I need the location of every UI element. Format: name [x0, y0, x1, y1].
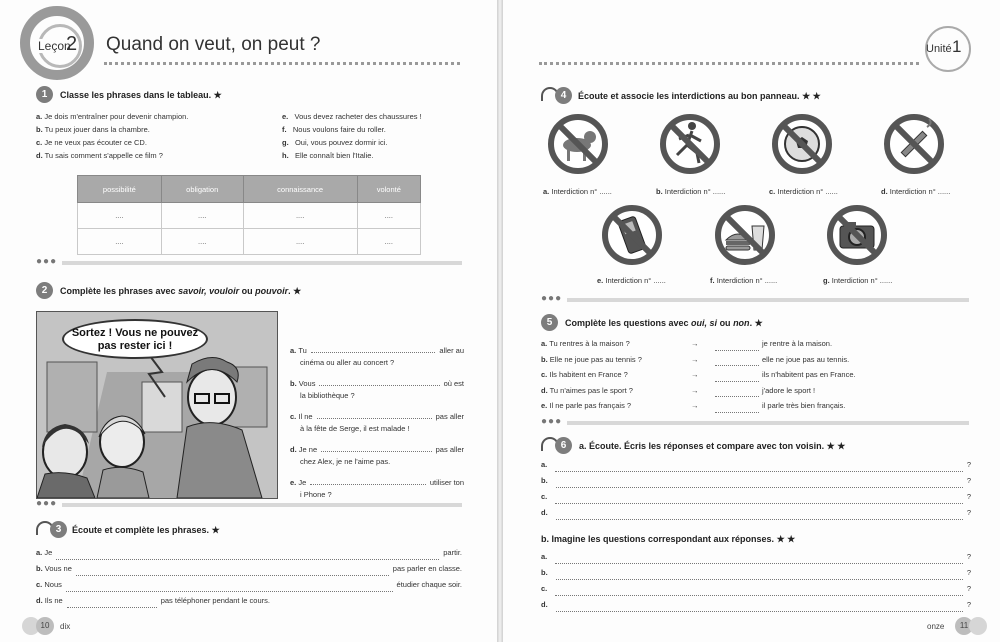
exercise-5-title: Complète les questions avec oui, si ou non. ★: [565, 318, 763, 328]
page-word: dix: [60, 622, 71, 631]
list-item: c. ?: [541, 492, 971, 508]
page-word: onze: [927, 622, 945, 631]
table-cell[interactable]: ....: [161, 229, 243, 255]
page-number: 10: [36, 617, 54, 635]
sign-label-g: g. Interdiction n° ......: [823, 276, 893, 285]
table-row: b. Elle ne joue pas au tennis ? → elle ne joue pas au tennis.: [541, 355, 971, 371]
exercise-6a-lines: [541, 460, 971, 524]
arrow-icon: →: [691, 339, 699, 348]
list-item: c. Il ne pas aller à la fête de Serge, il est malade !: [290, 412, 464, 433]
answer-blank[interactable]: [310, 478, 426, 485]
sign-label-d: d. Interdiction n° ......: [881, 187, 951, 196]
separator-dots-icon: ●●●: [36, 256, 58, 267]
list-item: a. ?: [541, 460, 971, 476]
arrow-icon: →: [691, 370, 699, 379]
right-page: [503, 0, 1000, 642]
exercise-3-items: [36, 548, 462, 612]
arrow-icon: →: [691, 385, 699, 395]
separator-dots-icon: ●●●: [541, 416, 563, 427]
no-food-drink-sign-icon[interactable]: [714, 204, 776, 266]
exercise-2-number: 2: [36, 282, 53, 299]
separator-bar: [567, 298, 969, 302]
table-header: connaissance: [243, 176, 357, 203]
answer-line[interactable]: [555, 584, 963, 596]
no-dogs-sign-icon[interactable]: [547, 113, 609, 175]
table-cell[interactable]: ....: [357, 229, 420, 255]
list-item: c. ?: [541, 584, 971, 600]
exercise-3-number: 3: [50, 521, 67, 538]
list-item: e. Je utiliser ton i Phone ?: [290, 478, 464, 499]
exercise-5-number: 5: [541, 314, 558, 331]
exercise-1-right-list: [282, 112, 422, 164]
answer-blank[interactable]: [715, 401, 759, 413]
answer-blank[interactable]: [319, 379, 439, 386]
table-header: possibilité: [78, 176, 162, 203]
answer-blank[interactable]: [311, 346, 436, 353]
answer-blank[interactable]: [715, 339, 759, 351]
answer-line[interactable]: [555, 460, 963, 472]
list-item: f. Nous voulons faire du roller.: [282, 125, 386, 134]
sign-label-c: c. Interdiction n° ......: [769, 187, 838, 196]
speech-bubble: [62, 319, 208, 359]
table-row: c. Ils habitent en France ? → ils n'habitent pas en France.: [541, 370, 971, 386]
sign-label-e: e. Interdiction n° ......: [597, 276, 666, 285]
exercise-1-left-list: [36, 112, 188, 164]
answer-blank[interactable]: [321, 445, 432, 452]
list-item: d. Ils ne pas téléphoner pendant le cours.: [36, 596, 462, 612]
list-item: g. Oui, vous pouvez dormir ici.: [282, 138, 388, 147]
list-item: b. ?: [541, 568, 971, 584]
exercise-6-number: 6: [555, 437, 572, 454]
answer-line[interactable]: [556, 568, 963, 580]
exercise-2-title: Complète les phrases avec savoir, vouloir ou pouvoir. ★: [60, 286, 302, 296]
sign-label-a: a. Interdiction n° ......: [543, 187, 612, 196]
answer-line[interactable]: [556, 508, 963, 520]
exercise-2-items: [290, 346, 464, 511]
list-item: b. Tu peux jouer dans la chambre.: [36, 125, 150, 134]
page-number: 11: [955, 617, 973, 635]
page-title: Quand on veut, on peut ?: [106, 34, 321, 55]
separator-bar: [62, 261, 462, 265]
separator-dots-icon: ●●●: [36, 498, 58, 509]
footer-decor-icon: [969, 617, 987, 635]
answer-blank[interactable]: [76, 564, 389, 576]
answer-blank[interactable]: [317, 412, 432, 419]
table-cell[interactable]: ....: [357, 203, 420, 229]
list-item: d. Je ne pas aller chez Alex, je ne l'aime pas.: [290, 445, 464, 466]
arrow-icon: →: [691, 401, 699, 410]
exercise-4-title: Écoute et associe les interdictions au bon panneau. ★ ★: [578, 91, 821, 101]
list-item: b. ?: [541, 476, 971, 492]
title-dotted-rule: [539, 62, 919, 65]
list-item: d. ?: [541, 600, 971, 616]
list-item: c. Nous étudier chaque soir.: [36, 580, 462, 596]
exercise-5-rows: [541, 339, 971, 417]
exercise-1-title: Classe les phrases dans le tableau. ★: [60, 90, 222, 100]
table-row: e. Il ne parle pas français ? → il parle très bien français.: [541, 401, 971, 417]
answer-blank[interactable]: [715, 355, 759, 367]
table-cell[interactable]: ....: [243, 229, 357, 255]
lesson-word: Leçon: [38, 39, 71, 53]
no-running-sign-icon[interactable]: [659, 113, 721, 175]
list-item: a. Je partir.: [36, 548, 462, 564]
exercise-6a-title: a. Écoute. Écris les réponses et compare avec ton voisin. ★ ★: [579, 441, 846, 451]
table-header: obligation: [161, 176, 243, 203]
classification-table: [77, 175, 421, 255]
no-cameras-sign-icon[interactable]: [826, 204, 888, 266]
answer-blank[interactable]: [715, 370, 759, 382]
answer-line[interactable]: [555, 552, 963, 564]
answer-line[interactable]: [555, 492, 963, 504]
table-cell[interactable]: ....: [161, 203, 243, 229]
table-cell[interactable]: ....: [78, 229, 162, 255]
sign-label-b: b. Interdiction n° ......: [656, 187, 726, 196]
answer-blank[interactable]: [67, 596, 157, 608]
table-row: [78, 229, 421, 255]
left-page: [0, 0, 497, 642]
list-item: b. Vous ne pas parler en classe.: [36, 564, 462, 580]
no-smoking-sign-icon[interactable]: [883, 113, 945, 175]
no-mobile-phones-sign-icon[interactable]: [601, 204, 663, 266]
answer-blank[interactable]: [56, 548, 439, 560]
list-item: e. Vous devez racheter des chaussures !: [282, 112, 422, 121]
table-row: [78, 203, 421, 229]
table-header: volonté: [357, 176, 420, 203]
answer-blank[interactable]: [715, 386, 759, 398]
speech-bubble-line-2: pas rester ici !: [97, 340, 173, 352]
lesson-number: 2: [66, 33, 78, 55]
unit-number: 1: [952, 37, 962, 56]
list-item: h. Elle connaît bien l'Italie.: [282, 151, 374, 160]
list-item: d. ?: [541, 508, 971, 524]
list-item: c. Je ne veux pas écouter ce CD.: [36, 138, 147, 147]
list-item: a. Tu aller au cinéma ou aller au concert ?: [290, 346, 464, 367]
title-dotted-rule: [104, 62, 460, 65]
exercise-6b-lines: [541, 552, 971, 616]
answer-line[interactable]: [556, 476, 963, 488]
speech-bubble-line-1: Sortez ! Vous ne pouvez: [71, 327, 199, 339]
answer-blank[interactable]: [66, 580, 393, 592]
table-cell[interactable]: ....: [243, 203, 357, 229]
exercise-6b-title: b. Imagine les questions correspondant aux réponses. ★ ★: [541, 534, 796, 544]
table-row: d. Tu n'aimes pas le sport ? → j'adore le sport !: [541, 386, 971, 402]
list-item: a. ?: [541, 552, 971, 568]
separator-bar: [567, 421, 969, 425]
exercise-1-number: 1: [36, 86, 53, 103]
table-cell[interactable]: ....: [78, 203, 162, 229]
answer-line[interactable]: [556, 600, 963, 612]
list-item: a. Je dois m'entraîner pour devenir champion.: [36, 112, 189, 121]
exercise-3-title: Écoute et complète les phrases. ★: [72, 525, 220, 535]
exercise-4-number: 4: [555, 87, 572, 104]
separator-bar: [62, 503, 462, 507]
table-row: a. Tu rentres à la maison ? → je rentre à la maison.: [541, 339, 971, 355]
unit-word: Unité: [926, 43, 952, 55]
arrow-icon: →: [691, 354, 699, 364]
no-ball-games-sign-icon[interactable]: [771, 113, 833, 175]
separator-dots-icon: ●●●: [541, 293, 563, 304]
list-item: b. Vous où est la bibliothèque ?: [290, 379, 464, 400]
sign-label-f: f. Interdiction n° ......: [710, 276, 778, 285]
list-item: d. Tu sais comment s'appelle ce film ?: [36, 151, 163, 160]
